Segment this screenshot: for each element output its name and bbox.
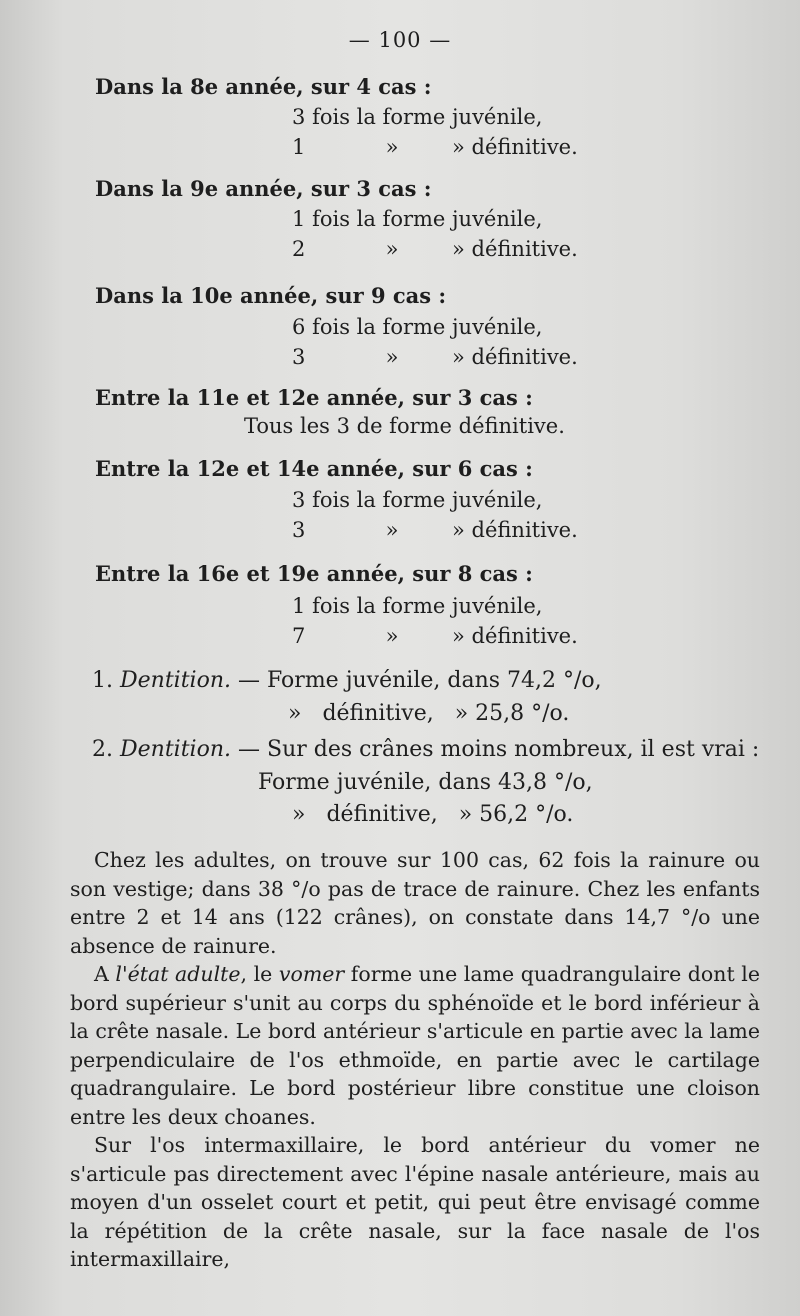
- count: 7: [292, 624, 306, 648]
- ditto: »: [385, 135, 399, 159]
- dentition-number: 2.: [92, 737, 113, 762]
- dentition-title: Dentition.: [120, 737, 231, 762]
- count: 3: [292, 518, 306, 542]
- text: fois la forme juvénile,: [312, 488, 543, 512]
- definitive-line: [292, 344, 578, 370]
- juvenile-line: [292, 104, 542, 130]
- group-heading: Dans la 8e année, sur 4 cas :: [95, 74, 432, 99]
- paragraph-adult-vomer: [70, 960, 760, 1131]
- group-heading: Entre la 11e et 12e année, sur 3 cas :: [95, 385, 533, 410]
- text: définitive.: [471, 345, 578, 369]
- juvenile-line: [292, 487, 542, 513]
- ditto: »: [452, 135, 465, 159]
- ditto: »: [452, 518, 465, 542]
- text: A: [94, 962, 116, 986]
- text: fois la forme juvénile,: [312, 105, 543, 129]
- dentition-text: — Forme juvénile, dans 74,2 °/o,: [238, 668, 602, 693]
- definitive-line: [292, 236, 578, 262]
- text: définitive.: [471, 237, 578, 261]
- text: définitive.: [471, 135, 578, 159]
- emphasis: l'état adulte: [115, 962, 241, 986]
- body-text: [70, 846, 760, 1274]
- definitive-line: [292, 134, 578, 160]
- dentition-text: — Sur des crânes moins nombreux, il est vrai :: [238, 737, 760, 762]
- dentition-2-line-1: [92, 737, 759, 763]
- text: fois la forme juvénile,: [312, 315, 543, 339]
- all-definitive-line: Tous les 3 de forme définitive.: [244, 414, 565, 438]
- text: forme une lame quadrangulaire dont le bord supérieur s'unit au corps du sphénoïde et le bord inférieur à la crête nasale. Le bord antérieur s'articule en partie avec la lame perpendiculaire de l'os ethmoïde, en partie avec le cartilage quadrangulaire. Le bord postérieur libre constitue une cloison entre les deux choanes.: [70, 962, 760, 1129]
- count: 3: [292, 488, 306, 512]
- group-heading: Dans la 9e année, sur 3 cas :: [95, 176, 432, 201]
- text: fois la forme juvénile,: [312, 594, 543, 618]
- paragraph-intermaxillary: Sur l'os intermaxillaire, le bord antérieur du vomer ne s'articule pas directement avec l'épine nasale antérieure, mais au moyen d'un osselet court et petit, qui peut être envisagé comme la répétition de la crête nasale, sur la face nasale de l'os intermaxillaire,: [70, 1133, 760, 1271]
- definitive-line: [292, 517, 578, 543]
- ditto: »: [385, 345, 399, 369]
- dentition-number: 1.: [92, 668, 113, 693]
- count: 2: [292, 237, 306, 261]
- dentition-2-line-3: » définitive, » 56,2 °/o.: [292, 802, 574, 827]
- count: 1: [292, 594, 306, 618]
- juvenile-line: [292, 206, 542, 232]
- ditto: »: [452, 237, 465, 261]
- definitive-line: [292, 623, 578, 649]
- count: 3: [292, 105, 306, 129]
- text: , le: [240, 962, 279, 986]
- ditto: »: [385, 624, 399, 648]
- dentition-title: Dentition.: [120, 668, 231, 693]
- ditto: »: [385, 237, 399, 261]
- paragraph-adults: Chez les adultes, on trouve sur 100 cas, 62 fois la rainure ou son vestige; dans 38 °/o pas de trace de rainure. Chez les enfants entre 2 et 14 ans (122 crânes), on constate dans 14,7 °/o une absence de rainure.: [70, 848, 760, 958]
- dentition-1-line-1: [92, 668, 602, 694]
- emphasis: vomer: [278, 962, 345, 986]
- juvenile-line: [292, 593, 542, 619]
- count: 1: [292, 207, 306, 231]
- count: 1: [292, 135, 306, 159]
- dentition-2-line-2: Forme juvénile, dans 43,8 °/o,: [258, 770, 593, 795]
- group-heading: Entre la 12e et 14e année, sur 6 cas :: [95, 456, 533, 481]
- ditto: »: [385, 518, 399, 542]
- dentition-1-line-2: » définitive, » 25,8 °/o.: [288, 701, 570, 726]
- group-heading: Dans la 10e année, sur 9 cas :: [95, 283, 447, 308]
- text: fois la forme juvénile,: [312, 207, 543, 231]
- ditto: »: [452, 624, 465, 648]
- page-number: — 100 —: [348, 28, 452, 52]
- count: 6: [292, 315, 306, 339]
- text: définitive.: [471, 518, 578, 542]
- group-heading: Entre la 16e et 19e année, sur 8 cas :: [95, 561, 533, 586]
- ditto: »: [452, 345, 465, 369]
- text: définitive.: [471, 624, 578, 648]
- juvenile-line: [292, 314, 542, 340]
- count: 3: [292, 345, 306, 369]
